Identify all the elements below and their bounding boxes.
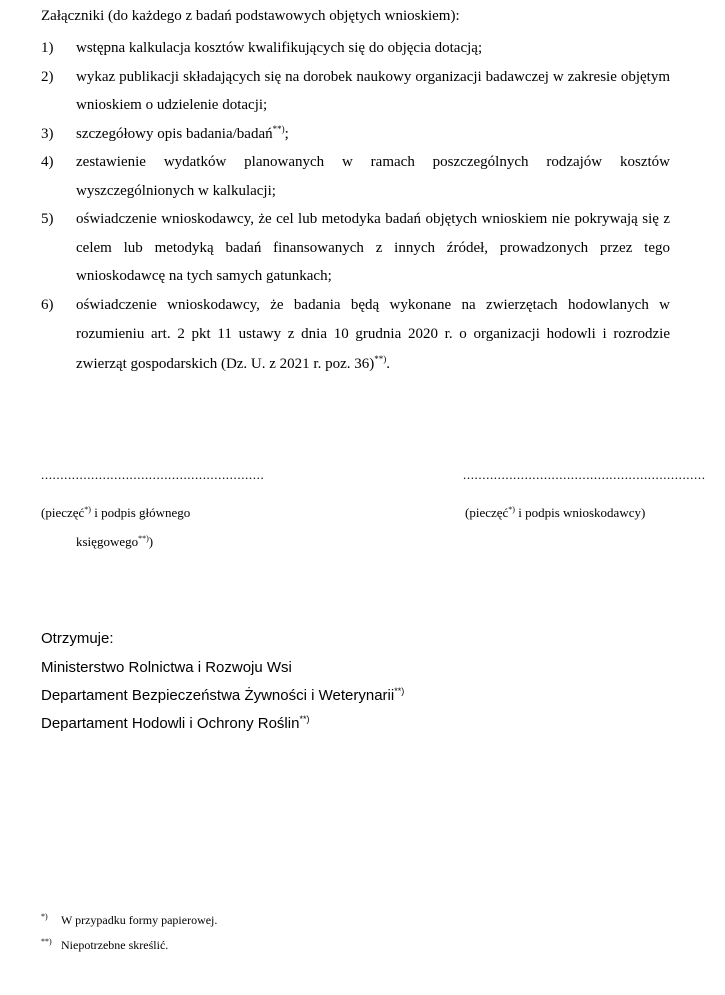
attachments-intro: Załączniki (do każdego z badań podstawowych objętych wnioskiem):	[41, 8, 460, 24]
list-item-text: wykaz publikacji składających się na dorobek naukowy organizacji badawczej w zakresie objętym wnioskiem o udzielenie dotacji;	[76, 68, 670, 113]
list-item	[41, 291, 670, 380]
footnote-reference: **)	[394, 686, 405, 696]
footnote-mark: **)	[41, 937, 52, 946]
list-item-number: 3)	[41, 125, 54, 142]
footnote-reference: **)	[374, 353, 387, 364]
list-item	[41, 205, 670, 291]
footnote	[41, 934, 168, 953]
footnote	[41, 909, 217, 928]
footnote-reference: *)	[508, 505, 515, 514]
signature-line-left: ..........................................................	[41, 467, 265, 482]
list-item	[41, 34, 670, 63]
list-item-text	[76, 291, 670, 380]
signature-caption-left	[41, 505, 190, 521]
list-item-number: 4)	[41, 154, 54, 170]
list-item-punctuation: .	[386, 355, 390, 372]
recipient-line	[41, 714, 309, 734]
list-item-number: 1)	[41, 40, 54, 56]
list-item-number: 2)	[41, 68, 54, 85]
list-item	[41, 148, 670, 205]
signature-caption-text: (pieczęć	[41, 505, 85, 520]
footnote-text: W przypadku formy papierowej.	[61, 913, 218, 927]
footnote-mark: *)	[41, 912, 48, 921]
footnote-reference: **)	[138, 534, 149, 543]
list-item-number: 5)	[41, 211, 54, 227]
list-item	[41, 120, 670, 149]
footnote-reference: **)	[272, 123, 285, 134]
list-item-text: zestawienie wydatków planowanych w ramach poszczególnych rodzajów kosztów wyszczególnionych w kalkulacji;	[76, 154, 670, 199]
signature-caption-text: (pieczęć	[465, 505, 509, 520]
list-item-punctuation: ;	[284, 125, 289, 142]
footnote-text: Niepotrzebne skreślić.	[61, 938, 169, 952]
recipient-text: Departament Bezpieczeństwa Żywności i Weterynarii	[41, 687, 395, 704]
signature-caption-text: i podpis głównego	[90, 505, 191, 520]
signature-caption-left-continued	[76, 534, 153, 550]
list-item-text-main: oświadczenie wnioskodawcy, że badania będą wykonane na zwierzętach hodowlanych w rozumieniu art. 2 pkt 11 ustawy z dnia 10 grudnia 2020 r. o organizacji hodowli i rozrodzie zwierząt gospodarskich (Dz. U. z 2021 r. poz. 36)	[76, 296, 670, 372]
signature-caption-right	[465, 505, 645, 521]
list-item-text: wstępna kalkulacja kosztów kwalifikujących się do objęcia dotacją;	[76, 40, 483, 56]
signature-caption-text: księgowego	[76, 534, 139, 549]
recipient-line	[41, 686, 404, 706]
list-item-text: oświadczenie wnioskodawcy, że cel lub metodyka badań objętych wnioskiem nie pokrywają się z celem lub metodyką badań finansowanych z innych źródeł, prowadzonych przez tego wnioskodawcę na tych samych gatunkach;	[76, 211, 670, 284]
attachments-list	[41, 34, 670, 379]
signature-caption-text: )	[148, 534, 154, 549]
recipient-line: Ministerstwo Rolnictwa i Rozwoju Wsi	[41, 659, 292, 676]
signature-caption-text: i podpis wnioskodawcy)	[514, 505, 646, 520]
footnote-reference: **)	[299, 714, 310, 724]
footnote-reference: *)	[84, 505, 91, 514]
signature-line-right: ...............................................................	[463, 467, 706, 482]
list-item-number: 6)	[41, 296, 54, 313]
list-item-text-main: szczegółowy opis badania/badań	[76, 125, 273, 142]
list-item	[41, 63, 670, 120]
recipient-text: Departament Hodowli i Ochrony Roślin	[41, 715, 300, 732]
list-item-text	[76, 120, 670, 149]
recipients-heading: Otrzymuje:	[41, 630, 114, 647]
